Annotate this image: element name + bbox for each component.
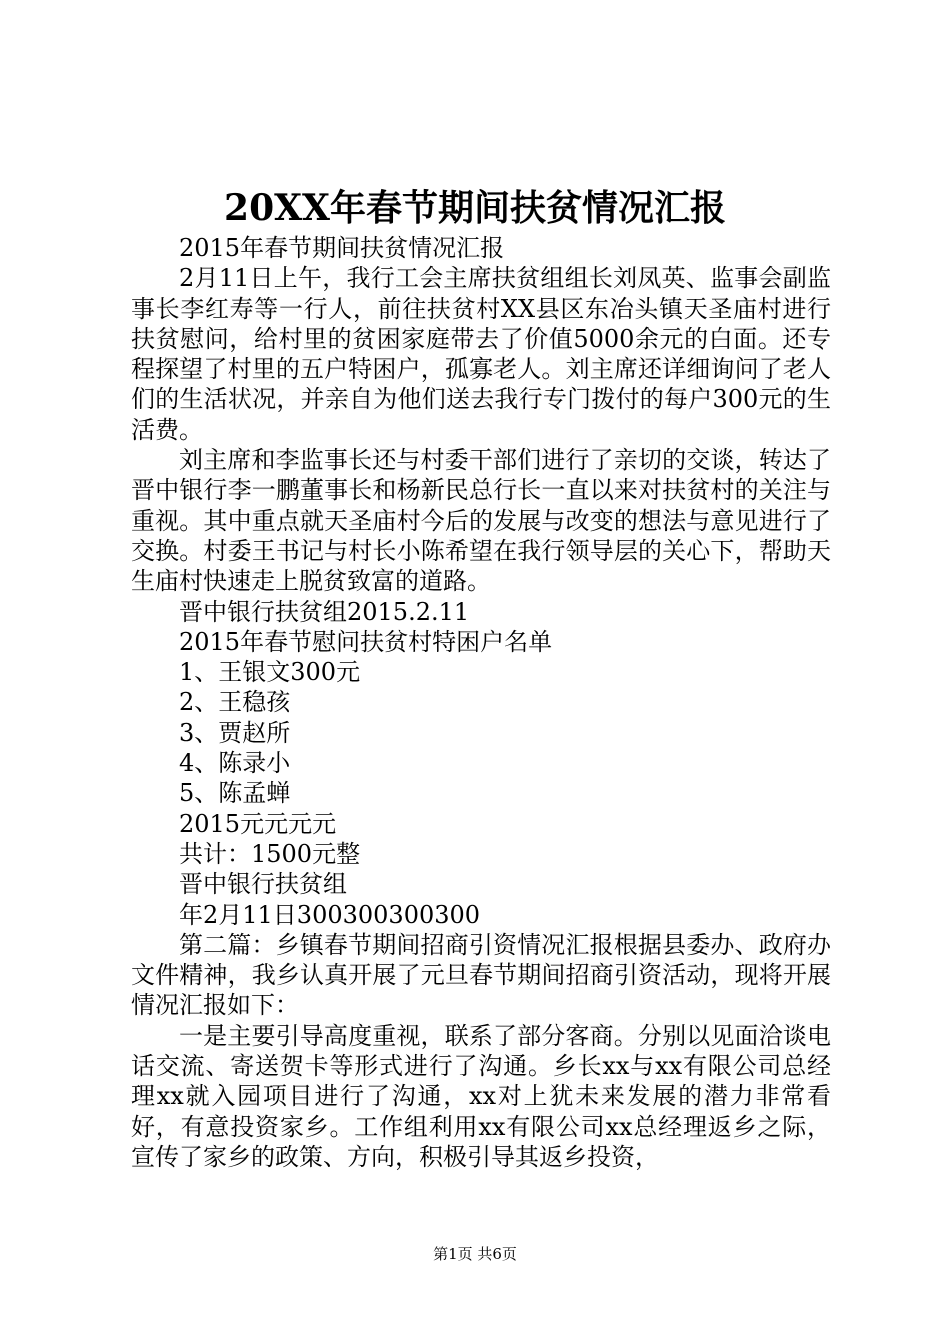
paragraph: 年2月11日300300300300 xyxy=(179,900,481,929)
paragraph: 第二篇：乡镇春节期间招商引资情况汇报根据县委办、政府办文件精神，我乡认真开展了元旦春节期间招商引资活动，现将开展情况汇报如下： xyxy=(131,930,831,1020)
paragraph: 晋中银行扶贫组2015.2.11 xyxy=(179,597,470,626)
list-item: 2、王稳孩 xyxy=(179,688,291,717)
list-item: 4、陈录小 xyxy=(179,749,291,778)
document-body xyxy=(131,233,831,1172)
paragraph: 晋中银行扶贫组 xyxy=(179,870,347,899)
list-item: 1、王银文300元 xyxy=(179,658,361,687)
paragraph: 2015元元元元 xyxy=(179,809,337,838)
paragraph: 2015年春节慰问扶贫村特困户名单 xyxy=(179,627,553,656)
paragraph: 一是主要引导高度重视，联系了部分客商。分别以见面洽谈电话交流、寄送贺卡等形式进行了沟通。乡长xx与xx有限公司总经理xx就入园项目进行了沟通，xx对上犹未来发展的潜力非常看好，有意投资家乡。工作组利用xx有限公司xx总经理返乡之际，宣传了家乡的政策、方向，积极引导其返乡投资， xyxy=(131,1021,831,1171)
paragraph: 共计：1500元整 xyxy=(179,839,361,868)
page-footer: 第1页 共6页 xyxy=(433,1245,517,1263)
paragraph: 刘主席和李监事长还与村委干部们进行了亲切的交谈，转达了晋中银行李一鹏董事长和杨新民总行长一直以来对扶贫村的关注与重视。其中重点就天圣庙村今后的发展与改变的想法与意见进行了交换。村委王书记与村长小陈希望在我行领导层的关心下，帮助天生庙村快速走上脱贫致富的道路。 xyxy=(131,446,831,596)
list-item: 3、贾赵所 xyxy=(179,718,291,747)
paragraph: 2月11日上午，我行工会主席扶贫组组长刘凤英、监事会副监事长李红寿等一行人，前往扶贫村XX县区东冶头镇天圣庙村进行扶贫慰问，给村里的贫困家庭带去了价值5000余元的白面。还专程探望了村里的五户特困户，孤寡老人。刘主席还详细询问了老人们的生活状况，并亲自为他们送去我行专门拨付的每户300元的生活费。 xyxy=(131,264,831,444)
list-item: 5、陈孟蝉 xyxy=(179,779,291,808)
paragraph: 2015年春节期间扶贫情况汇报 xyxy=(179,234,505,262)
document-title: 20XX年春节期间扶贫情况汇报 xyxy=(224,187,726,229)
